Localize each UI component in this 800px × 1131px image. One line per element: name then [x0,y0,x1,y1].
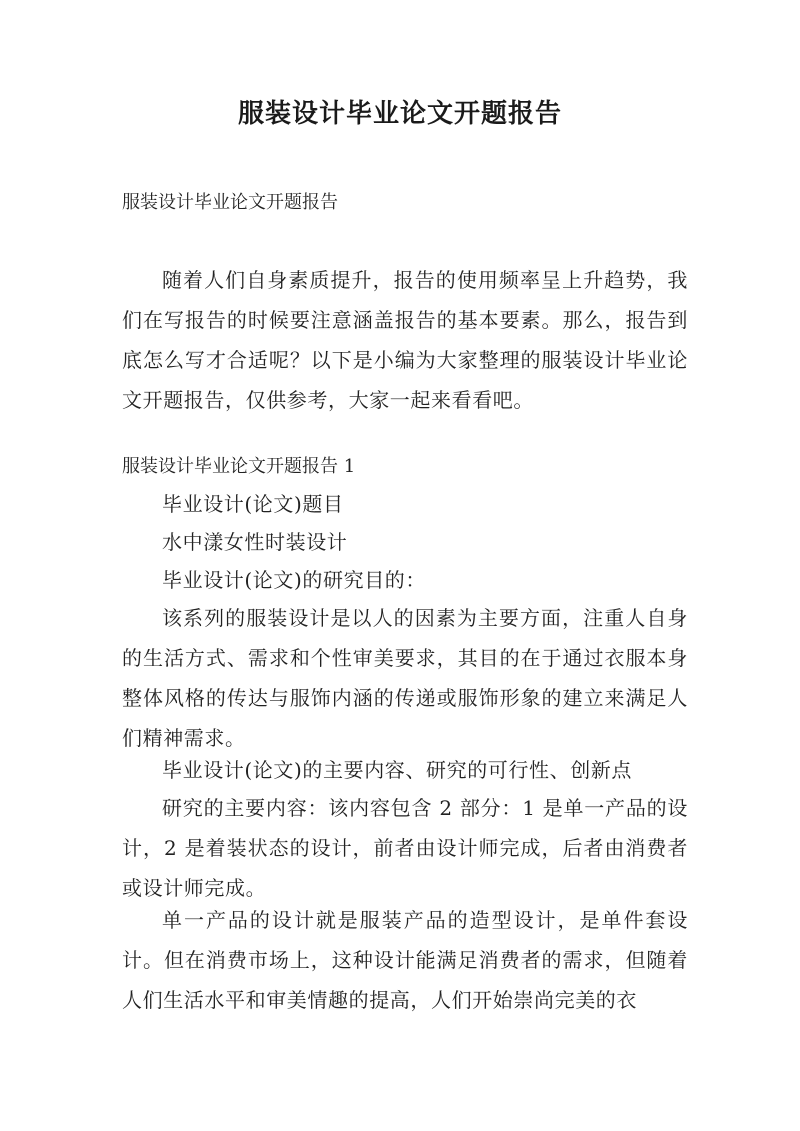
purpose-paragraph: 该系列的服装设计是以人的因素为主要方面，注重人自身的生活方式、需求和个性审美要求，其目的在于通过衣服本身整体风格的传达与服饰内涵的传递或服饰形象的建立来满足人们精神需求。 [122,606,688,750]
section-heading: 服装设计毕业论文开题报告 1 [122,456,356,477]
purpose-label: 毕业设计(论文)的研究目的： [162,568,427,592]
document-subtitle: 服装设计毕业论文开题报告 [122,192,338,213]
content-label: 毕业设计(论文)的主要内容、研究的可行性、创新点 [162,758,633,782]
topic-value: 水中漾女性时装设计 [162,530,348,554]
topic-label: 毕业设计(论文)题目 [162,492,344,516]
document-title: 服装设计毕业论文开题报告 [237,99,562,129]
content-paragraph: 研究的主要内容：该内容包含 2 部分：1 是单一产品的设计，2 是着装状态的设计，前者由设计师完成，后者由消费者或设计师完成。 [122,796,688,900]
intro-paragraph: 随着人们自身素质提升，报告的使用频率呈上升趋势，我们在写报告的时候要注意涵盖报告的基本要素。那么，报告到底怎么写才合适呢？以下是小编为大家整理的服装设计毕业论文开题报告，仅供参考，大家一起来看看吧。 [122,268,688,412]
single-product-paragraph: 单一产品的设计就是服装产品的造型设计，是单件套设计。但在消费市场上，这种设计能满足消费者的需求，但随着人们生活水平和审美情趣的提高，人们开始崇尚完美的衣 [122,908,688,1012]
